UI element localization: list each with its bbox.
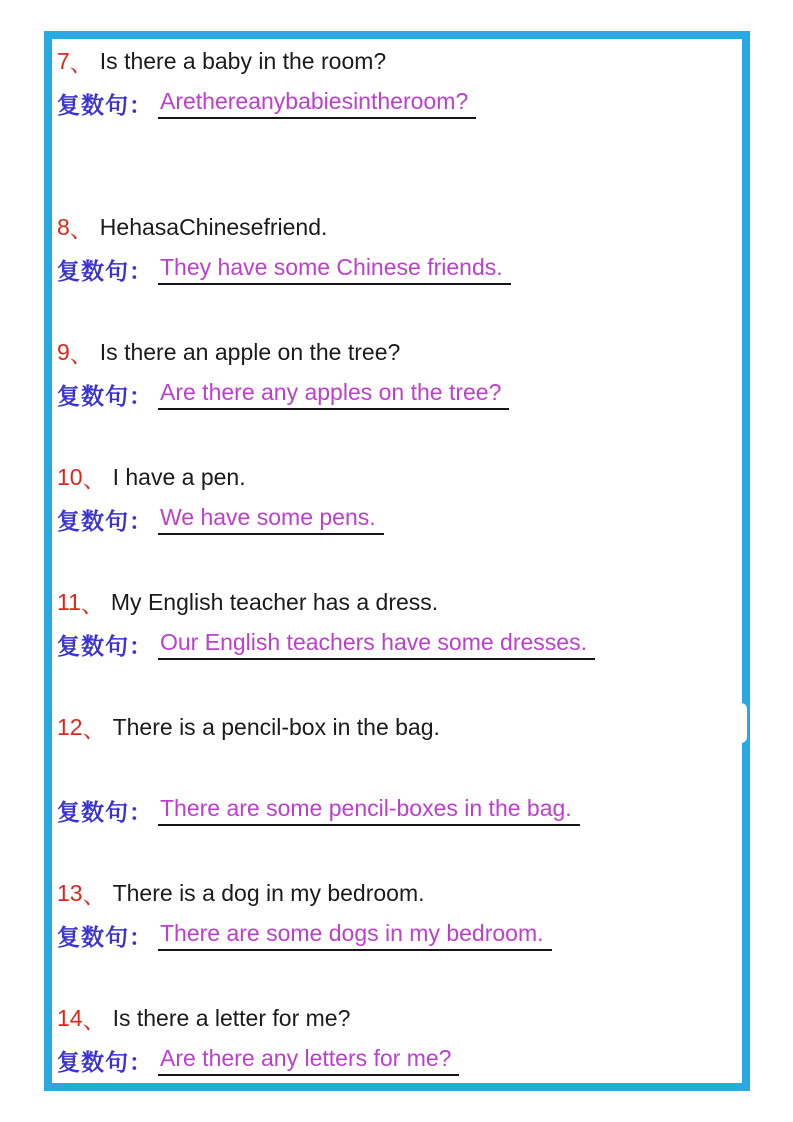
answer-label: 复数句： — [57, 923, 153, 950]
question-line — [57, 706, 736, 748]
answer-line — [57, 248, 736, 290]
answer-label: 复数句： — [57, 507, 153, 534]
question-text: My English teacher has a dress. — [110, 588, 439, 615]
answer-line — [57, 498, 736, 540]
answer-label: 复数句： — [57, 257, 153, 284]
question-text: I have a pen. — [112, 463, 246, 490]
answer-line — [57, 623, 736, 665]
exercise-item — [57, 872, 736, 956]
item-enumerator: 、 — [69, 215, 93, 242]
question-text: HehasaChinesefriend. — [99, 213, 328, 240]
item-enumerator: 、 — [69, 340, 93, 367]
item-enumerator: 、 — [80, 590, 104, 617]
answer-text: There are some pencil-boxes in the bag. — [158, 795, 580, 826]
answer-line — [57, 82, 736, 124]
answer-text: There are some dogs in my bedroom. — [158, 920, 552, 951]
item-enumerator: 、 — [82, 715, 106, 742]
answer-label: 复数句： — [57, 91, 153, 118]
item-number: 14 — [57, 1004, 83, 1031]
answer-text: Are there any apples on the tree? — [158, 379, 509, 410]
answer-text: Arethereanybabiesintheroom? — [158, 88, 476, 119]
answer-text: Are there any letters for me? — [158, 1045, 459, 1076]
item-enumerator: 、 — [82, 1006, 106, 1033]
answer-line — [57, 914, 736, 956]
item-number: 10 — [57, 463, 83, 490]
exercise-list — [57, 40, 736, 1081]
question-text: Is there a baby in the room? — [99, 47, 387, 74]
question-line — [57, 997, 736, 1039]
question-text: There is a pencil-box in the bag. — [112, 713, 440, 740]
answer-text: They have some Chinese friends. — [158, 254, 511, 285]
question-text: Is there a letter for me? — [112, 1004, 351, 1031]
content-frame — [44, 31, 750, 1091]
answer-line — [57, 373, 736, 415]
exercise-item — [57, 706, 736, 831]
item-number: 12 — [57, 713, 83, 740]
question-text: There is a dog in my bedroom. — [112, 879, 425, 906]
question-line — [57, 331, 736, 373]
border-notch — [735, 703, 747, 743]
exercise-item — [57, 456, 736, 540]
question-line — [57, 206, 736, 248]
answer-label: 复数句： — [57, 798, 153, 825]
item-enumerator: 、 — [82, 465, 106, 492]
answer-text: Our English teachers have some dresses. — [158, 629, 595, 660]
item-enumerator: 、 — [82, 881, 106, 908]
exercise-item — [57, 581, 736, 665]
question-line — [57, 40, 736, 82]
exercise-item — [57, 997, 736, 1081]
answer-line — [57, 1039, 736, 1081]
item-number: 13 — [57, 879, 83, 906]
item-enumerator: 、 — [69, 49, 93, 76]
answer-label: 复数句： — [57, 1048, 153, 1075]
exercise-item — [57, 206, 736, 290]
item-number: 8 — [57, 213, 70, 240]
question-text: Is there an apple on the tree? — [99, 338, 401, 365]
item-number: 7 — [57, 47, 70, 74]
exercise-item — [57, 331, 736, 415]
question-line — [57, 872, 736, 914]
item-number: 11 — [57, 588, 81, 615]
exercise-item — [57, 40, 736, 124]
answer-label: 复数句： — [57, 382, 153, 409]
answer-label: 复数句： — [57, 632, 153, 659]
question-line — [57, 581, 736, 623]
answer-text: We have some pens. — [158, 504, 384, 535]
item-number: 9 — [57, 338, 70, 365]
answer-line — [57, 789, 736, 831]
question-line — [57, 456, 736, 498]
